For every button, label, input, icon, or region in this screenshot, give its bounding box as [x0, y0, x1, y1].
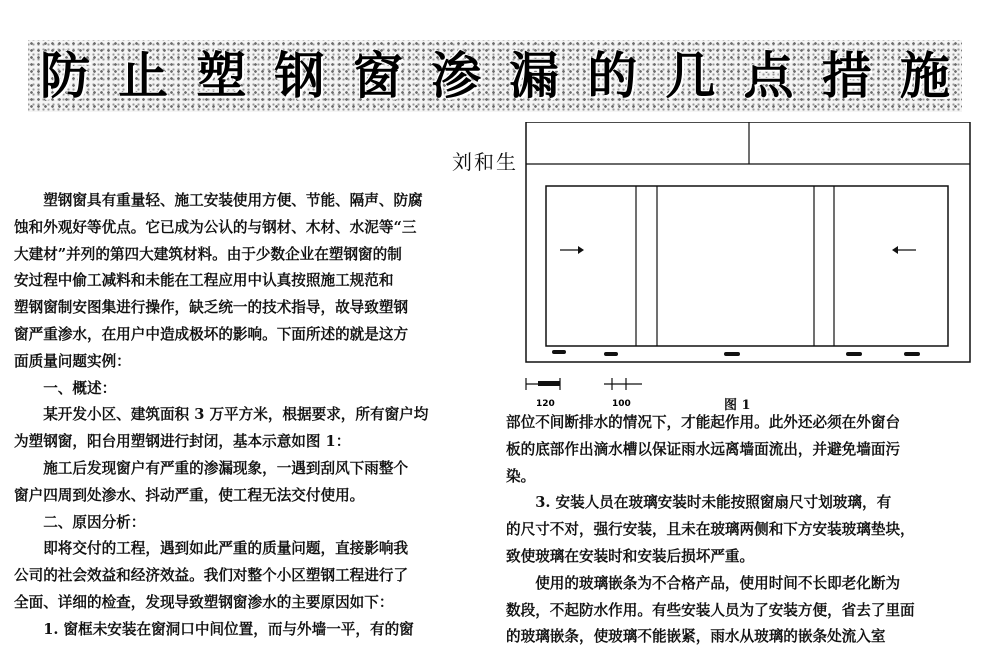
body-text-line: 的玻璃嵌条，使玻璃不能嵌紧，雨水从玻璃的嵌条处流入室	[506, 628, 886, 646]
title-char: 的	[587, 46, 638, 105]
title-char: 塑	[196, 46, 247, 105]
wall-outline	[526, 122, 970, 362]
author-name: 刘和生	[452, 150, 518, 174]
body-text-line: 面质量问题实例：	[14, 352, 131, 370]
body-text-line: 为塑钢窗，阳台用塑钢进行封闭，基本示意如图 1：	[14, 433, 351, 451]
body-text-line: 塑钢窗具有重量轻、施工安装使用方便、节能、隔声、防腐	[14, 192, 423, 209]
body-text-line: 即将交付的工程，遇到如此严重的质量问题，直接影响我	[14, 540, 409, 558]
dimension-mark-120	[526, 378, 560, 390]
body-text-line: 公司的社会效益和经济效益。我们对整个小区塑钢工程进行了	[14, 567, 409, 585]
drain-slot-4	[846, 352, 862, 356]
drain-slot-3	[724, 352, 740, 356]
body-text-line: 的尺寸不对，强行安装，且未在玻璃两侧和下方安装玻璃垫块，	[506, 521, 915, 539]
title-char: 几	[665, 46, 716, 105]
body-text-line: 致使玻璃在安装时和安装后损坏严重。	[506, 547, 755, 565]
title-char: 防	[40, 46, 90, 105]
slide-arrow-left-icon	[892, 246, 916, 254]
right-column-text	[506, 410, 972, 651]
body-text-line: 二、原因分析：	[14, 513, 146, 531]
title-char: 窗	[352, 46, 403, 105]
body-text-line: 3. 安装人员在玻璃安装时未能按照窗扇尺寸划玻璃，有	[506, 494, 892, 512]
body-text-line: 一、概述：	[14, 379, 117, 397]
window-diagram-svg	[520, 122, 972, 412]
drain-slot-1	[552, 350, 566, 354]
dimension-label-120: 120	[536, 399, 555, 409]
body-text-line: 施工后发现窗户有严重的渗漏现象，一遇到刮风下雨整个	[14, 459, 409, 477]
figure-window-diagram	[520, 122, 972, 412]
dimension-mark-100	[604, 378, 642, 390]
body-text-line: 某开发小区、建筑面积 3 万平方米，根据要求，所有窗户均	[14, 406, 429, 424]
body-text-line: 窗户四周到处渗水、抖动严重，使工程无法交付使用。	[14, 486, 365, 504]
title-banner	[28, 40, 962, 112]
drain-slot-2	[604, 352, 618, 356]
body-text-line: 部位不间断排水的情况下，才能起作用。此外还必须在外窗台	[506, 414, 901, 431]
body-text-line: 蚀和外观好等优点。它已成为公认的与钢材、木材、水泥等“三	[14, 218, 417, 236]
body-text-line: 全面、详细的检查，发现导致塑钢窗渗水的主要原因如下：	[14, 593, 394, 611]
title-char: 钢	[274, 46, 325, 105]
slide-arrow-right-icon	[560, 246, 584, 254]
body-text-line: 板的底部作出滴水槽以保证雨水远离墙面流出，并避免墙面污	[506, 440, 901, 458]
dimension-label-100: 100	[612, 399, 631, 409]
body-text-line: 塑钢窗制安图集进行操作，缺乏统一的技术指导，故导致塑钢	[14, 299, 409, 317]
title-char: 渗	[430, 46, 481, 105]
body-text-line: 大建材”并列的第四大建筑材料。由于少数企业在塑钢窗的制	[14, 245, 402, 263]
body-text-line: 染。	[506, 467, 536, 485]
title-char: 止	[118, 46, 169, 105]
title-char: 施	[899, 46, 950, 105]
body-text-line: 使用的玻璃嵌条为不合格产品，使用时间不长即老化断为	[506, 574, 901, 592]
body-text-line: 安过程中偷工减料和未能在工程应用中认真按照施工规范和	[14, 272, 394, 290]
title-char: 点	[743, 46, 794, 105]
body-text-line: 1. 窗框未安装在窗洞口中间位置，而与外墙一平，有的窗	[14, 620, 414, 638]
title-char: 漏	[509, 46, 560, 105]
body-text-line: 数段，不起防水作用。有些安装人员为了安装方便，省去了里面	[506, 601, 915, 619]
window-frame	[546, 186, 948, 346]
drain-slot-5	[904, 352, 920, 356]
title-char: 措	[821, 46, 872, 105]
figure-caption: 图 1	[724, 398, 751, 413]
article-title	[28, 48, 962, 104]
body-text-line: 窗严重渗水，在用户中造成极坏的影响。下面所述的就是这方	[14, 325, 409, 343]
left-column-text	[14, 188, 484, 644]
